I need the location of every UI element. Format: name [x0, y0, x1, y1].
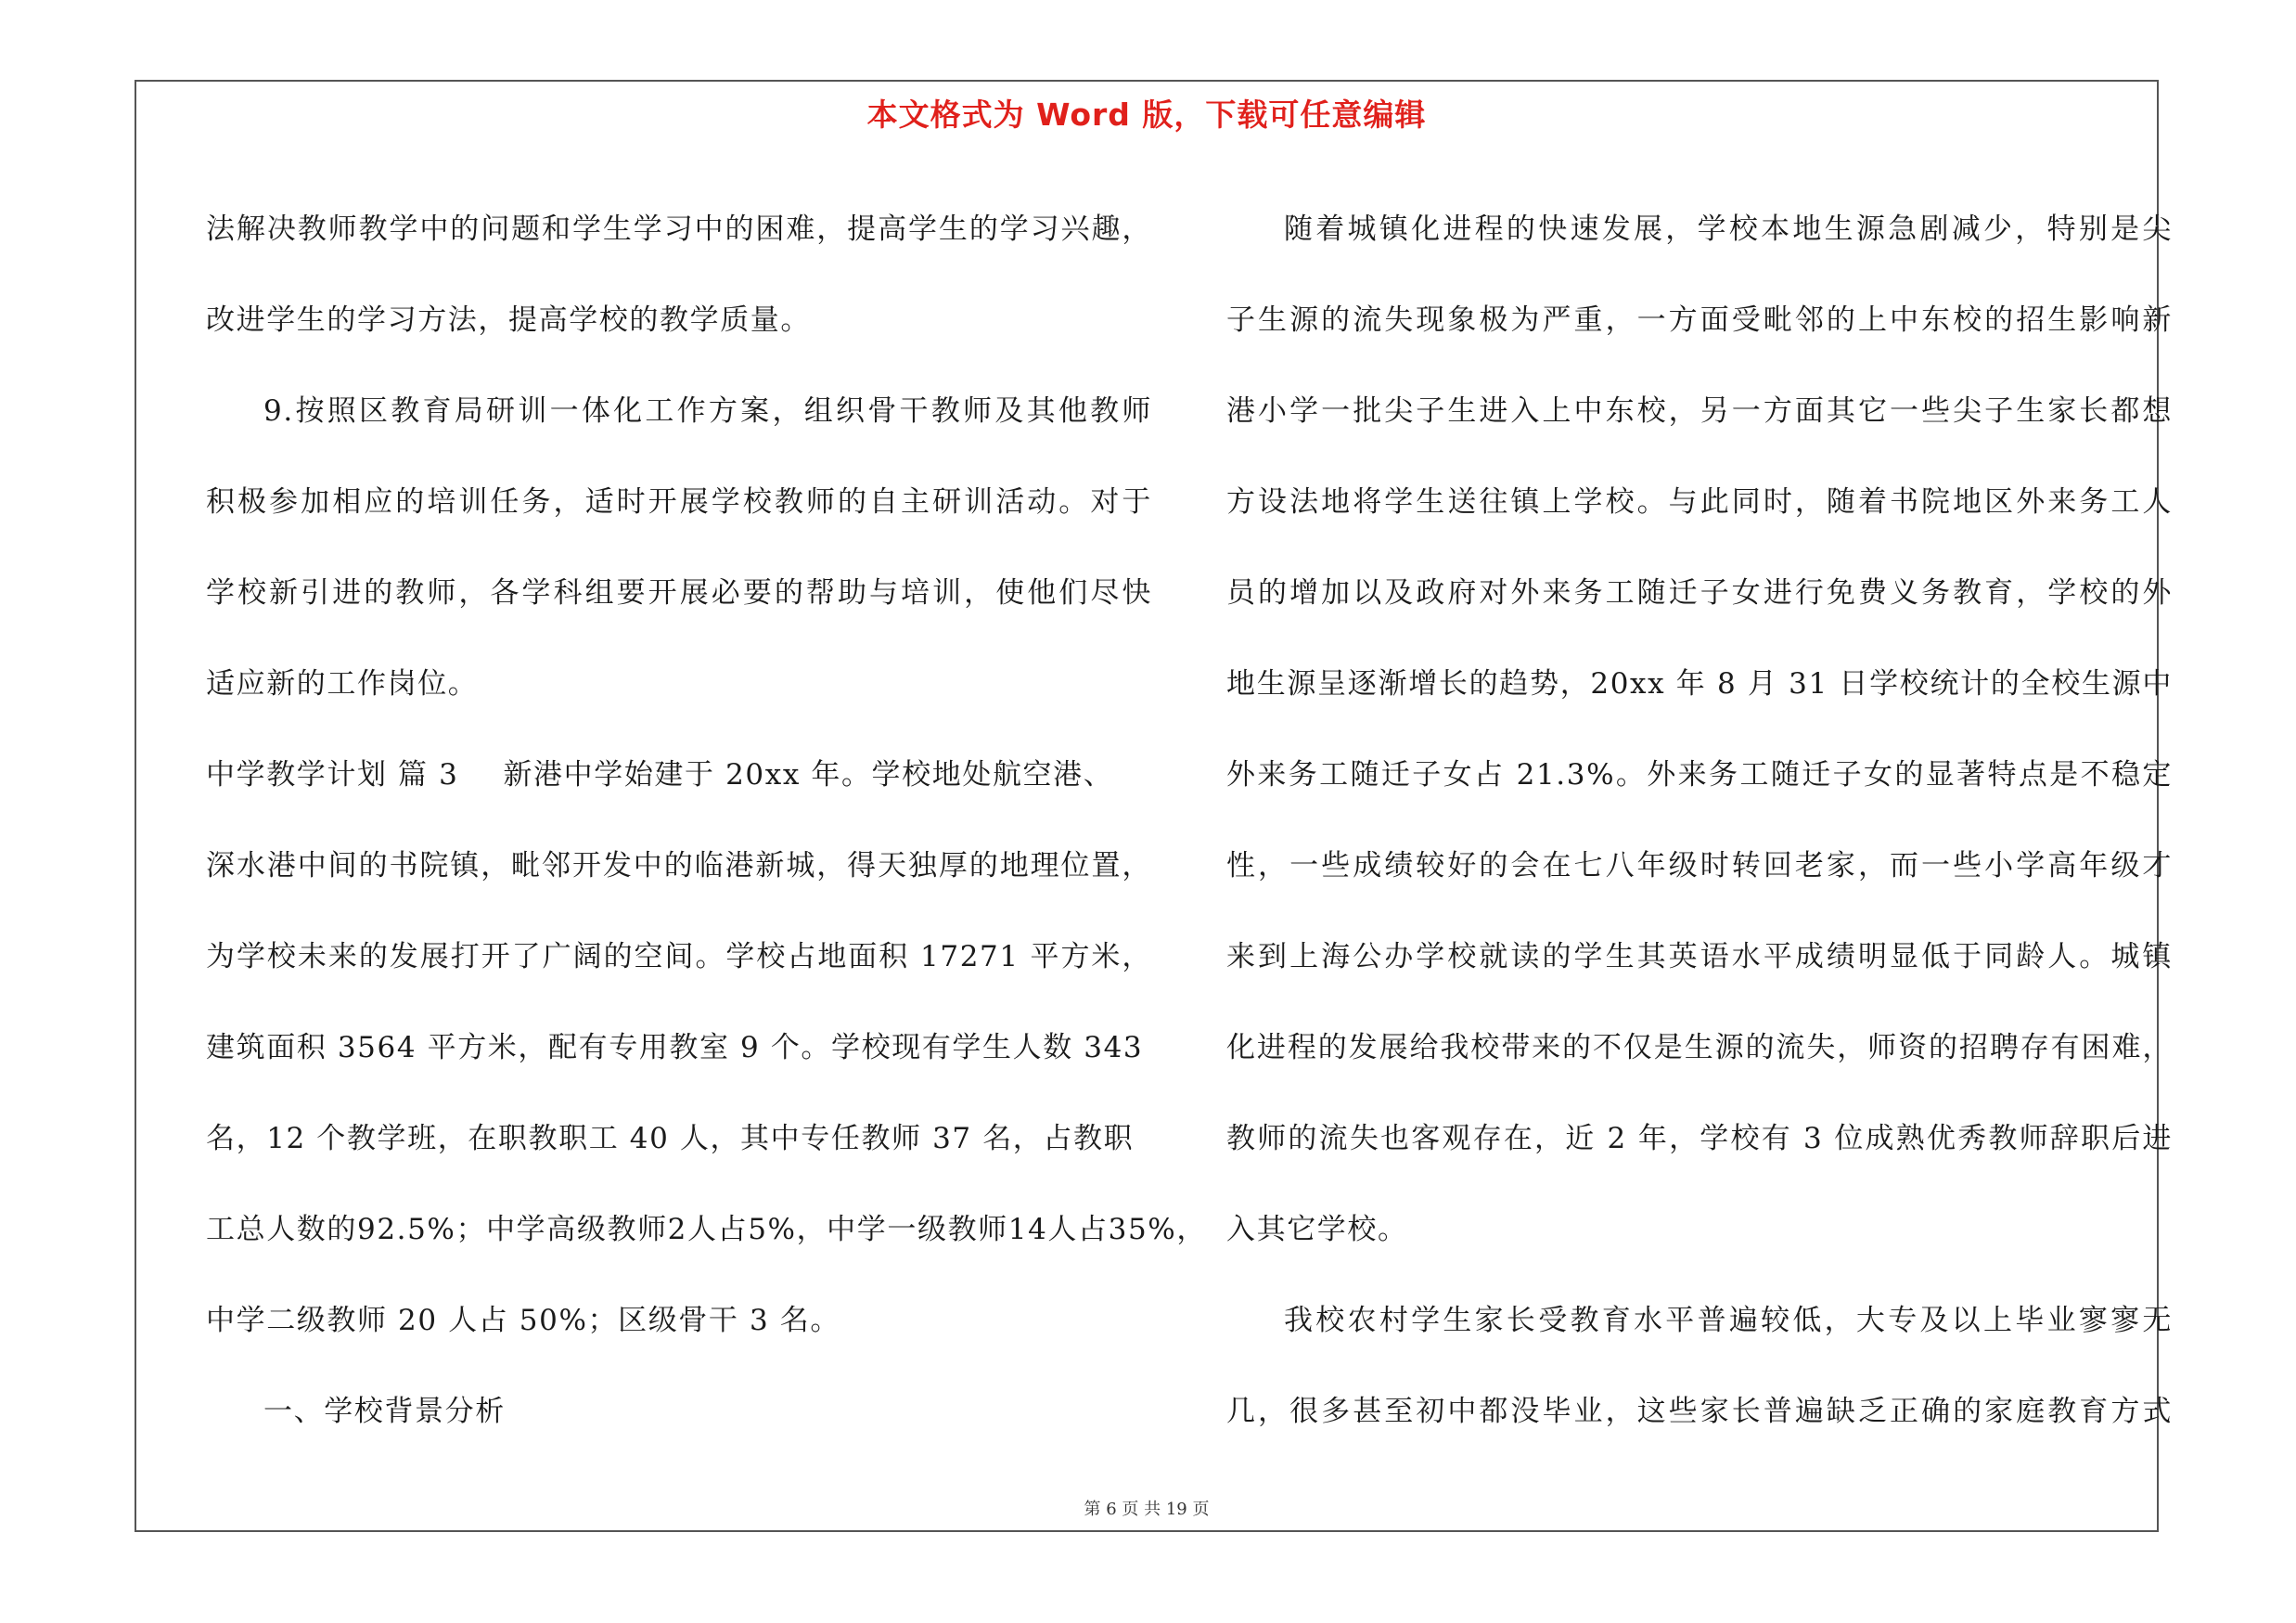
text-line: 入其它学校。 [1226, 1213, 1408, 1246]
left-text-column [206, 184, 1207, 1457]
text-line: 名，12 个教学班，在职教职工 40 人，其中专任教师 37 名，占教职 [206, 1122, 1135, 1155]
text-line: 港小学一批尖子生进入上中东校，另一方面其它一些尖子生家长都想 [1226, 394, 2173, 428]
text-line: 我校农村学生家长受教育水平普遍较低，大专及以上毕业寥寥无 [1284, 1304, 2173, 1337]
text-line: 为学校未来的发展打开了广阔的空间。学校占地面积 17271 平方米， [206, 940, 1152, 973]
subsection-heading: 一、学校背景分析 [263, 1395, 506, 1428]
text-line: 子生源的流失现象极为严重，一方面受毗邻的上中东校的招生影响新 [1226, 303, 2173, 337]
right-text-column [1226, 184, 2173, 1457]
text-line: 中学二级教师 20 人占 50%；区级骨干 3 名。 [206, 1304, 840, 1337]
text-line: 积极参加相应的培训任务，适时开展学校教师的自主研训活动。对于 [206, 485, 1152, 519]
text-line: 深水港中间的书院镇，毗邻开发中的临港新城，得天独厚的地理位置， [206, 849, 1152, 882]
page-frame [135, 80, 2173, 1532]
text-line: 工总人数的92.5%；中学高级教师2人占5%，中学一级教师14人占35%， [206, 1213, 1207, 1246]
text-line: 改进学生的学习方法，提高学校的教学质量。 [206, 303, 811, 337]
text-line: 化进程的发展给我校带来的不仅是生源的流失，师资的招聘存有困难， [1226, 1031, 2173, 1064]
text-line: 地生源呈逐渐增长的趋势，20xx 年 8 月 31 日学校统计的全校生源中 [1226, 667, 2173, 701]
text-line: 外来务工随迁子女占 21.3%。外来务工随迁子女的显著特点是不稳定 [1226, 758, 2173, 792]
word-format-banner: 本文格式为 Word 版，下载可任意编辑 [866, 97, 1427, 133]
text-line: 法解决教师教学中的问题和学生学习中的困难，提高学生的学习兴趣， [206, 213, 1152, 246]
text-line: 几，很多甚至初中都没毕业，这些家长普遍缺乏正确的家庭教育方式 [1226, 1395, 2173, 1428]
section-heading: 中学教学计划 篇 3 [206, 758, 459, 792]
page-number-footer: 第 6 页 共 19 页 [1084, 1500, 1210, 1519]
text-line: 性，一些成绩较好的会在七八年级时转回老家，而一些小学高年级才 [1226, 849, 2173, 882]
text-line: 教师的流失也客观存在，近 2 年，学校有 3 位成熟优秀教师辞职后进 [1226, 1122, 2173, 1155]
text-line: 建筑面积 3564 平方米，配有专用教室 9 个。学校现有学生人数 343 [206, 1031, 1144, 1064]
text-line: 员的增加以及政府对外来务工随迁子女进行免费义务教育，学校的外 [1226, 576, 2173, 610]
text-line: 学校新引进的教师，各学科组要开展必要的帮助与培训，使他们尽快 [206, 576, 1152, 610]
text-line: 方设法地将学生送往镇上学校。与此同时，随着书院地区外来务工人 [1226, 485, 2173, 519]
text-line: 适应新的工作岗位。 [206, 667, 479, 701]
text-line: 新港中学始建于 20xx 年。学校地处航空港、 [503, 758, 1114, 792]
section-heading-line [206, 729, 1152, 820]
text-line: 随着城镇化进程的快速发展，学校本地生源急剧减少，特别是尖 [1284, 213, 2173, 246]
text-line: 来到上海公办学校就读的学生其英语水平成绩明显低于同龄人。城镇 [1226, 940, 2173, 973]
text-line: 9.按照区教育局研训一体化工作方案，组织骨干教师及其他教师 [263, 394, 1152, 428]
